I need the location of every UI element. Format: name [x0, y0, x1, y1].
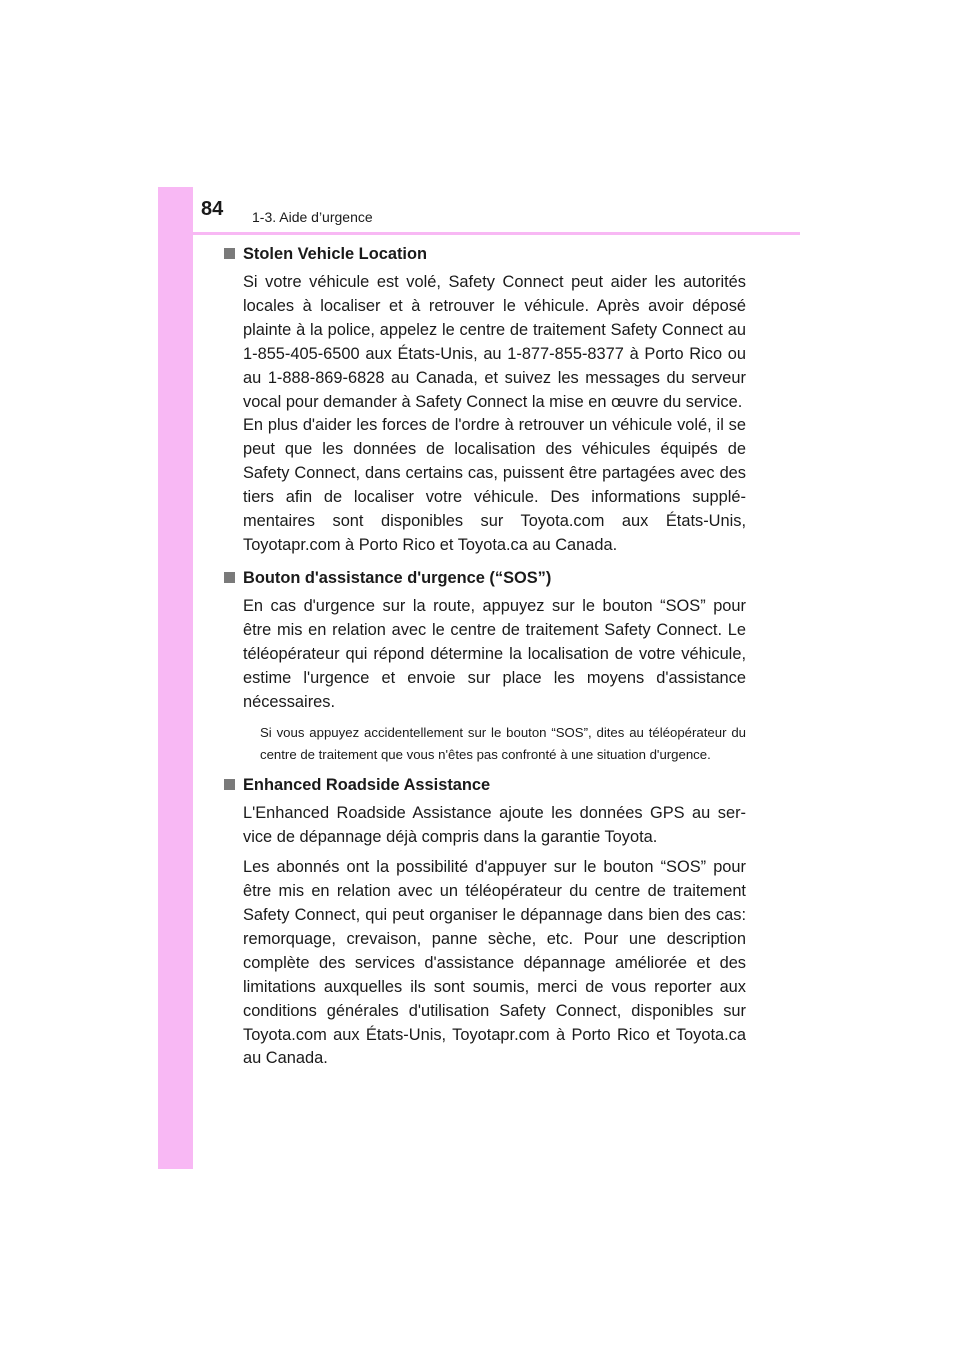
section-stolen-vehicle — [222, 241, 746, 558]
side-tab-band — [158, 187, 193, 1169]
section-heading — [222, 565, 746, 591]
heading-text: Bouton d'assistance d'urgence (“SOS”) — [243, 568, 552, 587]
section-heading — [222, 772, 746, 798]
section-title: 1-3. Aide d’urgence — [252, 209, 373, 225]
page-number: 84 — [201, 198, 224, 220]
square-bullet-icon — [224, 779, 235, 790]
section-sos-button — [222, 565, 746, 766]
body-paragraph: Si votre véhicule est volé, Safety Connect peut aider les autorités locales à localiser et à retrouver le véhicule. Après avoir déposé plainte à la police, appelez le centre de traitement Safety Connect au 1-855-405-6500 aux États-Unis, au 1-877-855-8377 à Porto Rico ou au 1-888-869-6828 au Canada, et suivez les messages du serveur vocal pour demander à Safety Connect la mise en œuvre du service. — [243, 273, 746, 411]
square-bullet-icon — [224, 248, 235, 259]
heading-text: Enhanced Roadside Assistance — [243, 776, 491, 795]
note-paragraph: Si vous appuyez accidentellement sur le bouton “SOS”, dites au téléopérateur du centre de traitement que vous n'êtes pas confronté à une situation d'urgence. — [260, 725, 746, 762]
body-paragraph: Les abonnés ont la possibilité d'appuyer sur le bouton “SOS” pour être mis en relation avec un téléopérateur du centre de traitement Safety Connect, qui peut organiser le dépannage dans bien des cas: remorquage, crevaison, panne sèche, etc. Pour une description complète des services d'assistance dépannage améliorée et des limitations auxquelles ils sont soumis, merci de vous reporter aux conditions générales d'utilisation Safety Connect, disponibles sur Toyota.com aux États-Unis, Toyotapr.com à Porto Rico et Toyota.ca au Canada. — [243, 858, 746, 1068]
section-roadside-assistance — [222, 772, 746, 1071]
square-bullet-icon — [224, 572, 235, 583]
body-paragraph: En plus d'aider les forces de l'ordre à retrouver un véhicule volé, il se peut que les données de localisation des véhicules équipés de Safety Connect, dans certains cas, puissent être partagées avec des tiers afin de localiser votre véhicule. Des informations supplémentaires sont disponibles sur Toyota.com aux États-Unis, Toyotapr.com à Porto Rico et Toyota.ca au Canada. — [243, 416, 746, 554]
body-paragraph: En cas d'urgence sur la route, appuyez sur le bouton “SOS” pour être mis en relation avec le centre de traitement Safety Connect. Le téléopérateur qui répond détermine la localisation de votre véhicule, estime l'urgence et envoie sur place les moyens d'assistance nécessaires. — [243, 596, 746, 711]
header-divider — [193, 232, 800, 235]
page-content — [222, 239, 746, 1071]
section-heading — [222, 241, 746, 267]
body-paragraph: L'Enhanced Roadside Assistance ajoute les données GPS au service de dépannage déjà compris dans la garantie Toyota. — [243, 804, 746, 847]
heading-text: Stolen Vehicle Location — [243, 245, 427, 263]
